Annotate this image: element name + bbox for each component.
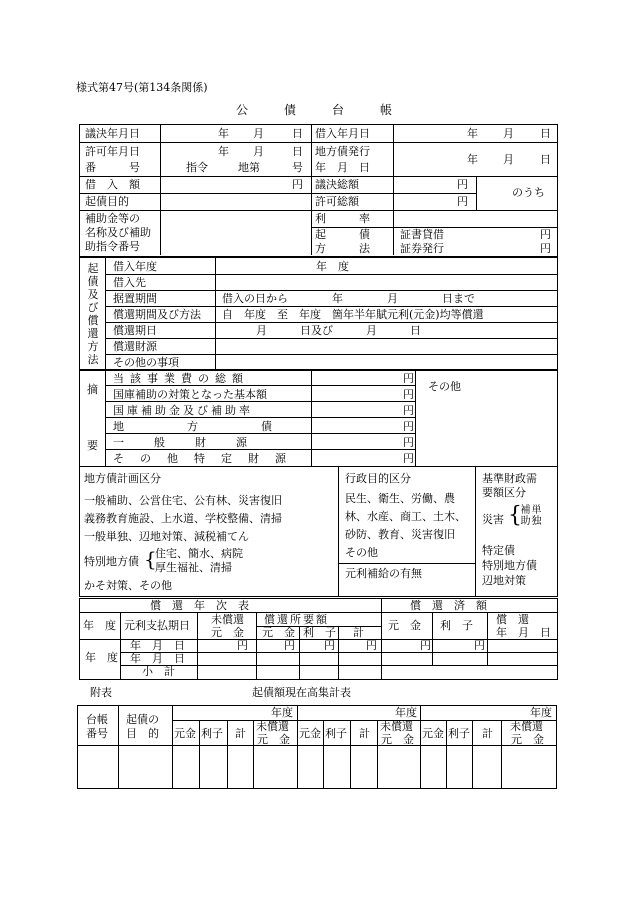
col-unpaid: 未償還	[211, 613, 244, 626]
row-subtotal: 小 計	[142, 665, 175, 678]
yen-unit: 円	[366, 639, 377, 652]
col-repaid-principal: 元 金	[388, 619, 421, 632]
annex-principal: 元金	[299, 727, 321, 740]
hojokin-label-3: 助指令番号	[85, 240, 140, 253]
kyoka-label-1: 許可年月日	[85, 145, 140, 158]
yen-unit: 円	[420, 639, 431, 652]
row-label: その他特定財源	[113, 452, 302, 465]
annex-unpaid: 未償還	[256, 720, 289, 733]
kyoka-label-2: 番 号	[85, 161, 140, 174]
col-nendo: 年 度	[83, 619, 116, 632]
month-unit: 月	[253, 145, 264, 158]
yen-unit: 円	[403, 372, 414, 385]
col1-last: かそ対策、その他	[84, 579, 172, 592]
annex-unpaid: 未償還	[510, 720, 543, 733]
row-label: 地方債	[113, 420, 335, 433]
row-label: 一般財源	[113, 436, 277, 449]
row-label: 償還期間及び方法	[113, 308, 201, 321]
col1-line: 一般単独、辺地対策、減税補てん	[84, 530, 249, 543]
hojokin-label-2: 名称及び補助	[85, 226, 151, 239]
col2-line: 砂防、教育、災害復旧	[345, 528, 455, 541]
col-principal: 元 金	[262, 626, 295, 639]
saigai-label: 災害	[482, 513, 504, 526]
yen-unit: 円	[457, 195, 468, 208]
brace-icon: {	[508, 503, 522, 528]
repaid-title: 償 還 済 額	[410, 599, 487, 612]
annex-total: 計	[482, 727, 493, 740]
yen-unit: 円	[284, 639, 295, 652]
annex-col-2b: 目 的	[126, 727, 159, 740]
tandoku-label: 単独	[531, 505, 542, 527]
annex-interest: 利子	[325, 727, 347, 740]
hojokin-label-1: 補助金等の	[85, 212, 140, 225]
summary-side-2: 要	[87, 439, 98, 452]
col-unpaid-principal: 元 金	[211, 626, 244, 639]
go-label: 号	[292, 161, 303, 174]
nouchi-label: のうち	[512, 186, 545, 199]
annex-nendo: 年度	[395, 706, 417, 719]
shirei-label: 指令	[186, 161, 208, 174]
repayment-side-label: 起債及び償還方法	[87, 262, 99, 366]
yen-unit: 円	[403, 452, 414, 465]
annex-nendo: 年度	[530, 706, 552, 719]
tokubetsu-b: 厚生福祉、清掃	[155, 561, 232, 574]
yen-unit: 円	[237, 639, 248, 652]
year-unit: 年	[467, 153, 478, 166]
annex-unpaid-principal: 元 金	[511, 733, 544, 746]
form-number: 様式第47号(第134条関係)	[76, 81, 208, 94]
col-total: 計	[353, 626, 364, 639]
kyoka-sogaku-label: 許可総額	[315, 195, 359, 208]
yen-unit: 円	[403, 404, 414, 417]
kisai-mokuteki-label: 起債目的	[85, 195, 129, 208]
row-date: 年 月 日	[130, 652, 185, 665]
yen-unit: 円	[292, 178, 303, 191]
chidai-label: 地第	[238, 161, 260, 174]
kisai-label: 起 債	[315, 228, 370, 241]
yen-unit: 円	[403, 420, 414, 433]
annex-title: 起債額現在高集計表	[252, 686, 351, 699]
hoho-label: 方 法	[315, 242, 370, 255]
sonota-label: その他	[428, 380, 461, 393]
month-unit: 月	[503, 153, 514, 166]
row-value: 年 度	[316, 260, 349, 273]
tokubetsu-label: 特別地方債	[84, 555, 139, 568]
year-unit: 年	[467, 127, 478, 140]
col2-line: 民生、衛生、労働、農	[345, 492, 455, 505]
row-label: 借入年度	[113, 260, 157, 273]
annex-total: 計	[359, 727, 370, 740]
col-repaid-interest: 利 子	[440, 619, 473, 632]
col3-title-2: 要額区分	[482, 486, 526, 499]
col3-line: 特定債	[482, 544, 515, 557]
annex-interest: 利子	[448, 727, 470, 740]
annex-col-2a: 起債の	[126, 713, 159, 726]
yen-unit: 円	[540, 242, 551, 255]
shoken-hakko: 証券発行	[400, 242, 444, 255]
hakko-label-2: 年 月 日	[315, 161, 370, 174]
col1-title: 地方債計画区分	[84, 472, 161, 485]
yen-unit: 円	[403, 388, 414, 401]
row-label: 据置期間	[113, 292, 157, 305]
yen-unit: 円	[457, 178, 468, 191]
annex-nendo: 年度	[271, 706, 293, 719]
year-unit: 年	[218, 127, 229, 140]
tokubetsu-a: 住宅、簡水、病院	[155, 547, 243, 560]
row-date: 年 月 日	[130, 639, 185, 652]
day-unit: 日	[540, 127, 551, 140]
annex-total: 計	[235, 727, 246, 740]
yen-unit: 円	[540, 228, 551, 241]
annex-interest: 利子	[201, 727, 223, 740]
row-label: 借入先	[113, 276, 146, 289]
col3-line: 特別地方債	[482, 559, 537, 572]
col3-line: 辺地対策	[482, 574, 526, 587]
day-unit: 日	[540, 153, 551, 166]
row-label: 当該事業費の総額	[113, 372, 249, 385]
brace-icon: {	[144, 547, 157, 571]
row-label: 償還期日	[113, 324, 157, 337]
col2-bottom: 元利補給の有無	[345, 567, 422, 580]
col-interest: 利 子	[303, 626, 336, 639]
day-unit: 日	[292, 127, 303, 140]
row-nendo: 年 度	[85, 651, 118, 664]
row-value: 借入の日から 年 月 日まで	[222, 292, 475, 305]
row-label: その他の事項	[113, 356, 179, 369]
riritsu-label: 利 率	[315, 212, 370, 225]
page-title: 公 債 台 帳	[236, 103, 393, 117]
day-unit: 日	[292, 145, 303, 158]
summary-side-1: 摘	[87, 383, 98, 396]
giketsu-sogaku-label: 議決総額	[315, 178, 359, 191]
year-unit: 年	[218, 145, 229, 158]
col1-line: 一般補助、公営住宅、公有林、災害復旧	[84, 494, 282, 507]
col-required: 償還所要額	[264, 613, 329, 626]
annex-label: 附表	[90, 686, 112, 699]
annex-unpaid-principal: 元 金	[257, 733, 290, 746]
annex-col-1b: 番号	[86, 727, 108, 740]
yen-unit: 円	[403, 436, 414, 449]
col3-title-1: 基準財政需	[482, 472, 537, 485]
yen-unit: 円	[474, 639, 485, 652]
shosho-kashi: 証書貸借	[400, 228, 444, 241]
annex-principal: 元金	[174, 727, 196, 740]
month-unit: 月	[503, 127, 514, 140]
yen-unit: 円	[324, 639, 335, 652]
month-unit: 月	[253, 127, 264, 140]
col1-line: 義務教育施設、上水道、学校整備、清掃	[84, 512, 282, 525]
hakko-label-1: 地方債発行	[315, 145, 370, 158]
annex-principal: 元金	[422, 727, 444, 740]
giketsu-label: 議決年月日	[85, 127, 140, 140]
col2-line: その他	[345, 546, 378, 559]
shakunyugaku-label: 借 入 額	[85, 178, 140, 191]
row-value: 月 日及び 月 日	[256, 324, 421, 337]
shakunyu-label: 借入年月日	[315, 127, 370, 140]
annex-unpaid: 未償還	[380, 720, 413, 733]
col-repay-date: 年 月 日	[496, 626, 551, 639]
hojo-label: 補助	[520, 505, 531, 527]
annex-col-1a: 台帳	[86, 713, 108, 726]
row-label: 国庫補助金及び補助率	[113, 404, 253, 417]
col-repay: 償 還	[496, 613, 529, 626]
row-label: 償還財源	[113, 340, 157, 353]
col2-line: 林、水産、商工、土木、	[345, 510, 466, 523]
annex-unpaid-principal: 元 金	[381, 733, 414, 746]
schedule-title: 償 還 年 次 表	[150, 599, 249, 612]
row-label: 国庫補助の対策となった基本額	[113, 388, 267, 401]
col2-title: 行政目的区分	[345, 472, 411, 485]
col-payment-date: 元利支払期日	[124, 619, 190, 632]
row-value: 自 年度 至 年度 箇年半年賦元利(元金)均等償還	[222, 308, 484, 321]
